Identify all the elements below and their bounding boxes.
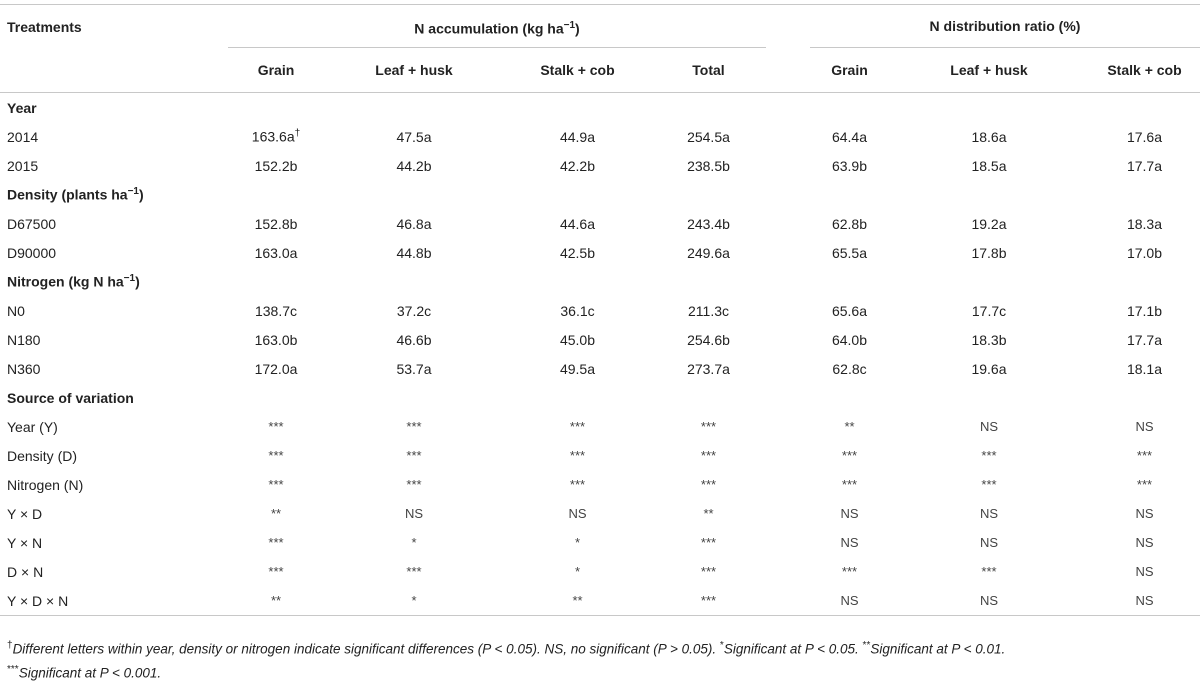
cell: *** [1136, 477, 1153, 492]
row-label: Density (D) [7, 447, 78, 464]
cell: *** [1136, 448, 1153, 463]
cell: 19.6a [971, 360, 1007, 377]
cell: *** [268, 564, 284, 579]
cell: *** [981, 477, 997, 492]
cell: ** [703, 506, 714, 521]
n-accumulation-header: N accumulation (kg $ha^{-1}$) [228, 5, 766, 49]
cell: 17.7c [971, 302, 1007, 319]
cell: * [574, 564, 581, 579]
table-row [0, 296, 1200, 325]
cell: *** [406, 448, 422, 463]
n-distribution-header: N distribution ratio (%) [810, 5, 1200, 49]
cell: *** [981, 448, 997, 463]
cell: 17.7a [1126, 157, 1163, 174]
row-label: D67500 [7, 215, 57, 232]
cell: *** [569, 448, 586, 463]
row-label: D90000 [7, 244, 57, 261]
cell: 42.5b [559, 244, 596, 261]
cell: 17.8b [971, 244, 1007, 261]
row-label: N0 [7, 302, 25, 319]
cell: ** [504, 586, 651, 616]
cell: *** [841, 448, 858, 463]
col-total: Total [651, 48, 766, 93]
table-row [0, 528, 1200, 557]
table-row [0, 586, 1200, 616]
cell: 42.2b [559, 157, 596, 174]
cell: 243.4b [687, 215, 730, 232]
cell: *** [268, 419, 284, 434]
cell: 17.7a [1126, 331, 1163, 348]
cell: * [324, 586, 504, 616]
cell: * [411, 535, 417, 550]
cell: NS [404, 506, 424, 521]
cell: NS [810, 586, 889, 616]
row-label: N180 [7, 331, 41, 348]
cell: 211.3c [688, 302, 729, 319]
table-row: 2014 163.6a† 47.5a 44.9a 254.5a 64.4a 18.6a 17.6a [7, 128, 1163, 145]
treatments-header: Treatments [0, 5, 228, 49]
table-row [0, 209, 1200, 238]
cell: 238.5b [687, 157, 730, 174]
cell: 249.6a [687, 244, 730, 261]
cell: 37.2c [396, 302, 432, 319]
col-grain: Grain [228, 48, 324, 93]
cell: ** [844, 419, 855, 434]
table-row [0, 238, 1200, 267]
cell: NS [1135, 535, 1154, 550]
cell: 65.5a [831, 244, 868, 261]
cell: 273.7a [687, 360, 730, 377]
section-year: Year [7, 99, 37, 116]
cell: 46.8a [396, 215, 432, 232]
cell: 44.2b [396, 157, 432, 174]
col-leaf-husk: Leaf + husk [324, 48, 504, 93]
table-row [0, 354, 1200, 383]
cell: *** [651, 586, 766, 616]
col-ratio-stalk-cob: Stalk + cob [1089, 48, 1200, 93]
cell: NS [979, 419, 999, 434]
cell: NS [1135, 564, 1154, 579]
section-density: Density (plants $ha^{-1}$) [7, 186, 144, 203]
cell: 62.8b [831, 215, 868, 232]
cell: *** [569, 477, 586, 492]
cell: 172.0a [254, 360, 298, 377]
col-stalk-cob: Stalk + cob [504, 48, 651, 93]
table-row [0, 441, 1200, 470]
cell: NS [1135, 506, 1154, 521]
cell: 64.0b [831, 331, 868, 348]
cell: 152.8b [254, 215, 298, 232]
cell: 163.0a [254, 244, 298, 261]
cell: *** [700, 535, 717, 550]
row-label: D × N [7, 563, 44, 580]
cell: NS [840, 535, 859, 550]
row-label: Year (Y) [7, 418, 58, 435]
row-label: Nitrogen (N) [7, 476, 84, 493]
row-label: Y × D [7, 505, 43, 522]
cell: 163.0b [254, 331, 298, 348]
header-row-2 [0, 48, 1200, 93]
table-footnote: †Different letters within year, density or nitrogen indicate significant differences (P < 0.05). NS, no significant (P > 0.05). *Significant at P < 0.05. **Significant at P < 0.01. ***Significant at P < 0.001. [7, 640, 1006, 680]
cell: NS [568, 506, 587, 521]
cell: 44.8b [396, 244, 432, 261]
cell: *** [700, 448, 717, 463]
cell: *** [268, 448, 284, 463]
cell: *** [406, 564, 422, 579]
cell: ** [228, 586, 324, 616]
cell: 18.3a [1126, 215, 1163, 232]
cell: 49.5a [559, 360, 596, 377]
cell: 44.6a [559, 215, 596, 232]
cell: ** [270, 506, 282, 521]
cell: 65.6a [831, 302, 868, 319]
cell: 152.2b [254, 157, 298, 174]
section-nitrogen: Nitrogen (kg N $ha^{-1}$) [7, 273, 140, 290]
row-label: 2015 [7, 157, 39, 174]
cell: 17.0b [1126, 244, 1163, 261]
section-source-of-variation: Source of variation [7, 389, 134, 406]
cell: *** [406, 477, 422, 492]
cell: *** [700, 564, 717, 579]
cell: NS [979, 535, 999, 550]
cell: NS [979, 506, 999, 521]
cell: NS [1135, 419, 1154, 434]
cell: 36.1c [560, 302, 595, 319]
data-table [0, 4, 1200, 616]
cell: *** [981, 564, 997, 579]
cell: 18.5a [971, 157, 1007, 174]
cell: 17.1b [1126, 302, 1163, 319]
cell: NS [840, 506, 859, 521]
col-ratio-leaf-husk: Leaf + husk [889, 48, 1089, 93]
cell: NS [1089, 586, 1200, 616]
row-label: N360 [7, 360, 41, 377]
cell: 138.7c [254, 302, 298, 319]
cell: *** [841, 564, 858, 579]
cell: 19.2a [971, 215, 1007, 232]
table-row [0, 412, 1200, 441]
cell: *** [700, 477, 717, 492]
header-row-1 [0, 5, 1200, 49]
table-row [0, 470, 1200, 499]
cell: 62.8c [832, 360, 867, 377]
cell: 18.3b [971, 331, 1007, 348]
col-ratio-grain: Grain [810, 48, 889, 93]
cell: 46.6b [396, 331, 432, 348]
cell: 254.6b [687, 331, 730, 348]
cell: * [574, 535, 581, 550]
row-label: Y × N [7, 534, 43, 551]
cell: NS [889, 586, 1089, 616]
cell: 18.1a [1126, 360, 1163, 377]
table-row [0, 151, 1200, 180]
cell: *** [268, 477, 284, 492]
table-row [0, 499, 1200, 528]
table-row [0, 557, 1200, 586]
cell: *** [406, 419, 422, 434]
table-row [0, 325, 1200, 354]
cell: 53.7a [396, 360, 432, 377]
cell: 63.9b [831, 157, 868, 174]
cell: *** [268, 535, 284, 550]
cell: 45.0b [559, 331, 596, 348]
cell: *** [841, 477, 858, 492]
cell: *** [569, 419, 586, 434]
row-label: Y × D × N [0, 586, 228, 616]
cell: *** [700, 419, 717, 434]
